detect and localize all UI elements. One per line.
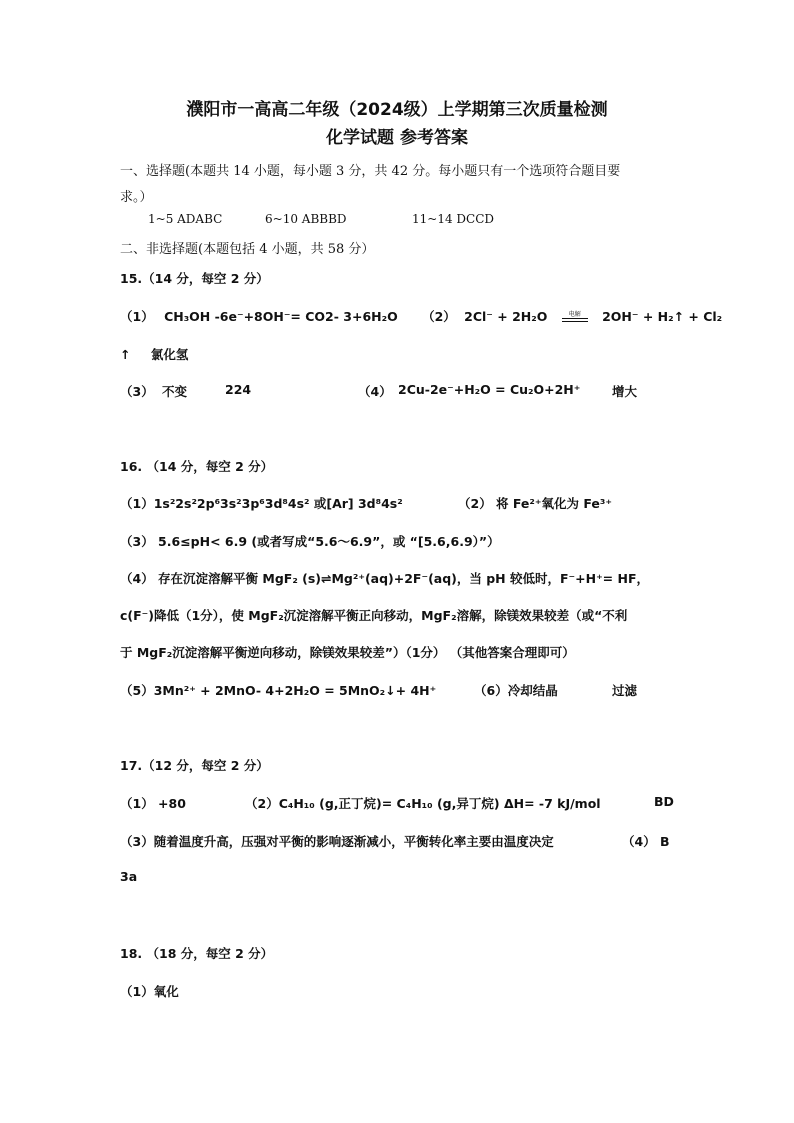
- q15-label-3: （3）: [120, 384, 154, 399]
- q17-answer-4: （4） B: [622, 834, 670, 849]
- q17-answer-2: （2）C₄H₁₀ (g,正丁烷)= C₄H₁₀ (g,异丁烷) ΔH= -7 kJ/mol: [245, 796, 601, 811]
- q18-heading: 18. （18 分，每空 2 分）: [120, 946, 274, 961]
- q16-answer-1: （1）1s²2s²2p⁶3s²3p⁶3d⁸4s² 或[Ar] 3d⁸4s²: [120, 496, 403, 511]
- q15-equation-1: CH₃OH -6e⁻+8OH⁻= CO2- 3+6H₂O: [164, 309, 398, 324]
- q16-answer-5: （5）3Mn²⁺ + 2MnO- 4+2H₂O = 5MnO₂↓+ 4H⁺: [120, 683, 437, 698]
- q15-line1: [120, 307, 722, 325]
- electrolysis-arrow-icon: 电解: [562, 312, 588, 324]
- q17-answer-1: （1） +80: [120, 796, 186, 811]
- q15-label-1: （1）: [120, 309, 154, 324]
- mc-answers-11-14: 11~14 DCCD: [412, 212, 495, 226]
- q17-answer-bd: BD: [654, 794, 674, 809]
- q16-answer-2: （2） 将 Fe²⁺氧化为 Fe³⁺: [458, 496, 612, 511]
- q16-heading: 16. （14 分，每空 2 分）: [120, 459, 274, 474]
- q16-answer-4-line2: c(F⁻)降低（1分），使 MgF₂沉淀溶解平衡正向移动，MgF₂溶解，除镁效果较差（或“不利: [120, 608, 628, 623]
- q16-answer-filter: 过滤: [612, 683, 638, 698]
- part1-heading-cont: 求。）: [120, 190, 153, 205]
- q18-answer-1: （1）氧化: [120, 984, 179, 999]
- q15-answer-unchanged: 不变: [162, 384, 188, 399]
- q16-answer-4-line1: （4） 存在沉淀溶解平衡 MgF₂ (s)⇌Mg²⁺(aq)+2F⁻(aq)，当 pH 较低时，F⁻+H⁺= HF，: [120, 571, 649, 586]
- q15-equation-2-left: 2Cl⁻ + 2H₂O: [464, 309, 548, 324]
- q15-heading: 15.（14 分，每空 2 分）: [120, 271, 269, 286]
- q17-answer-3: （3）随着温度升高，压强对平衡的影响逐渐减小，平衡转化率主要由温度决定: [120, 834, 554, 849]
- q15-label-4: （4）: [358, 384, 392, 399]
- q16-answer-4-line3: 于 MgF₂沉淀溶解平衡逆向移动，除镁效果较差”）（1分） （其他答案合理即可）: [120, 645, 575, 660]
- page-title: 濮阳市一高高二年级（2024级）上学期第三次质量检测: [186, 100, 608, 120]
- page-subtitle: 化学试题 参考答案: [326, 128, 468, 148]
- q17-answer-3a: 3a: [120, 869, 138, 884]
- q15-answer-increase: 增大: [612, 384, 638, 399]
- q17-heading: 17.（12 分，每空 2 分）: [120, 758, 269, 773]
- part2-heading: 二、非选择题(本题包括 4 小题，共 58 分）: [120, 242, 375, 257]
- q15-answer-hcl: 氯化氢: [150, 347, 189, 362]
- mc-answers-1-5: 1~5 ADABC: [148, 212, 223, 226]
- q15-line2: [120, 345, 188, 363]
- mc-answers-6-10: 6~10 ABBBD: [265, 212, 347, 226]
- q16-answer-3: （3） 5.6≤pH< 6.9 (或者写成“5.6～6.9”，或 “[5.6,6.9）”）: [120, 534, 500, 549]
- gas-arrow: ↑: [120, 347, 131, 362]
- q15-equation-3: 2Cu-2e⁻+H₂O = Cu₂O+2H⁺: [398, 382, 581, 397]
- part1-heading: 一、选择题(本题共 14 小题，每小题 3 分，共 42 分。每小题只有一个选项符合题目要: [120, 164, 621, 179]
- q16-answer-6: （6）冷却结晶: [474, 683, 558, 698]
- q15-label-2: （2）: [422, 309, 456, 324]
- q15-equation-2-right: 2OH⁻ + H₂↑ + Cl₂: [602, 309, 723, 324]
- q15-answer-224: 224: [225, 382, 252, 397]
